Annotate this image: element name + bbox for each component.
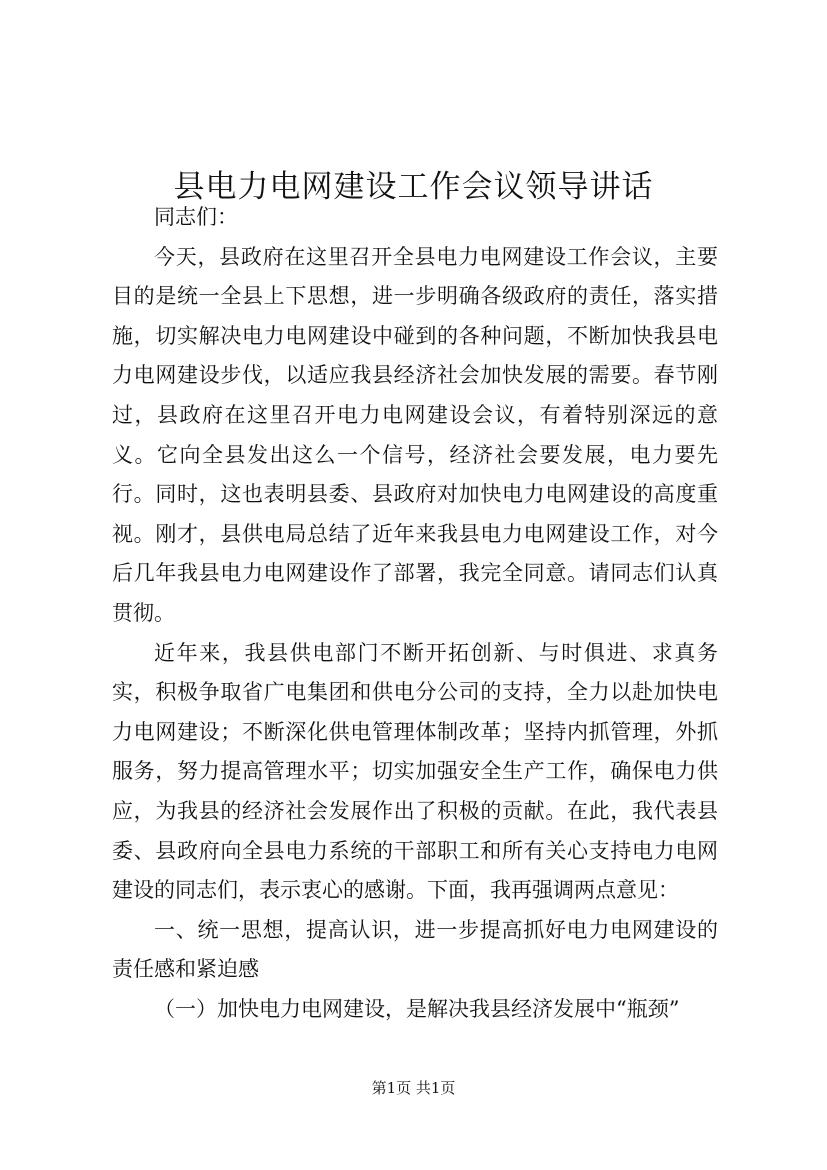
salutation-paragraph: 同志们： — [154, 205, 238, 229]
achievements-paragraph: 近年来，我县供电部门不断开拓创新、与时俱进、求真务实，积极争取省广电集团和供电分公司的支持，全力以赴加快电力电网建设；不断深化供电管理体制改革；坚持内抓管理，外抓服务，努力提高管理水平；切实加强安全生产工作，确保电力供应，为我县的经济社会发展作出了积极的贡献。在此，我代表县委、县政府向全县电力系统的干部职工和所有关心支持电力电网建设的同志们，表示衷心的感谢。下面，我再强调两点意见： — [112, 640, 718, 903]
document-body — [112, 198, 718, 1029]
document-title: 县电力电网建设工作会议领导讲话 — [173, 168, 654, 205]
page-number-footer: 第1页 共1页 — [371, 1079, 456, 1097]
section-heading-1: 一、统一思想，提高认识，进一步提高抓好电力电网建设的责任感和紧迫感 — [112, 917, 718, 982]
opening-paragraph: 今天，县政府在这里召开全县电力电网建设工作会议，主要目的是统一全县上下思想，进一步明确各级政府的责任，落实措施，切实解决电力电网建设中碰到的各种问题，不断加快我县电力电网建设步伐，以适应我县经济社会加快发展的需要。春节刚过，县政府在这里召开电力电网建设会议，有着特别深远的意义。它向全县发出这么一个信号，经济社会要发展，电力要先行。同时，这也表明县委、县政府对加快电力电网建设的高度重视。刚才，县供电局总结了近年来我县电力电网建设工作，对今后几年我县电力电网建设作了部署，我完全同意。请同志们认真贯彻。 — [112, 244, 718, 625]
subsection-heading-1: （一）加快电力电网建设，是解决我县经济发展中“瓶颈” — [154, 996, 680, 1021]
